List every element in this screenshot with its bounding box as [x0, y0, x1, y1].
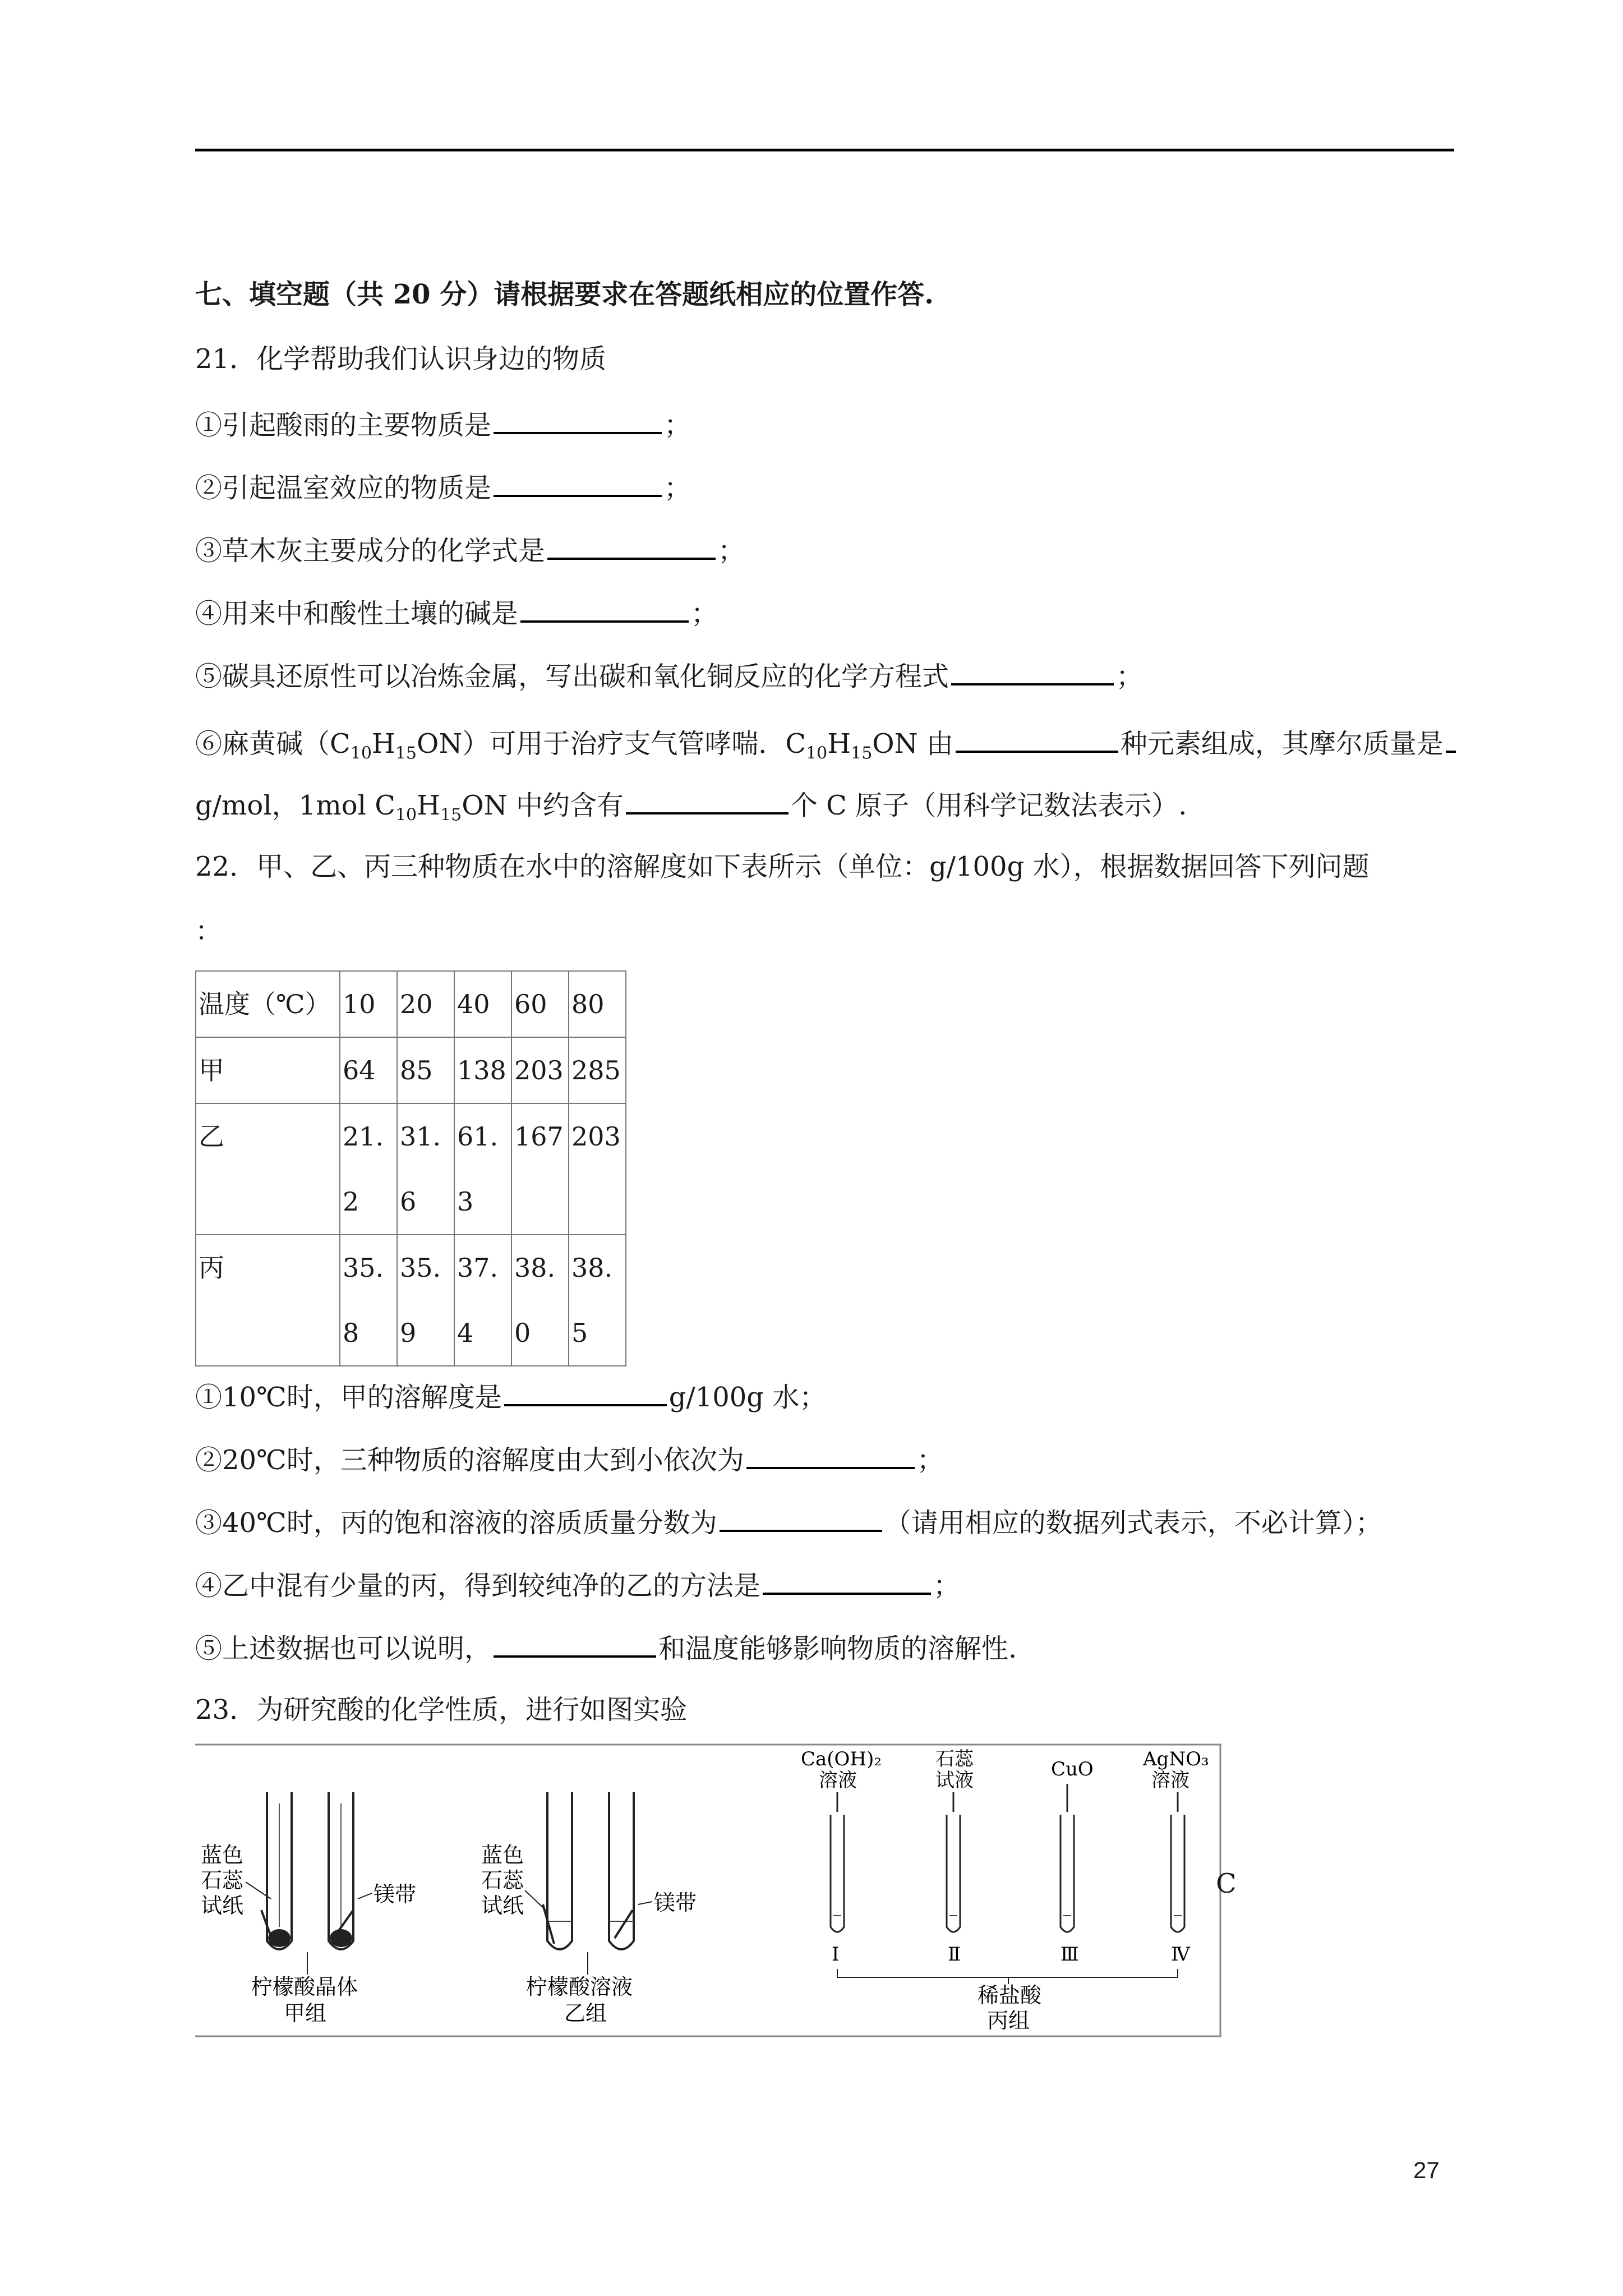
answer-blank[interactable]: [1446, 724, 1456, 753]
tube-numeral: Ⅲ: [1061, 1943, 1079, 1966]
jia-subtitle: 柠檬酸晶体: [251, 1975, 358, 1999]
yi-subtitle: 柠檬酸溶液: [526, 1975, 633, 1999]
bing-subtitle: 稀盐酸: [978, 1983, 1042, 2008]
reagent-label: AgNO₃: [1143, 1748, 1209, 1770]
answer-blank[interactable]: [494, 468, 662, 497]
answer-blank[interactable]: [494, 1628, 656, 1658]
reagent-label: 溶液: [819, 1769, 857, 1792]
trailing-letter: C: [1216, 1868, 1237, 1899]
litmus-label: 蓝色: [481, 1843, 524, 1867]
answer-blank[interactable]: [494, 405, 662, 434]
q22-title: 22．甲、乙、丙三种物质在水中的溶解度如下表所示（单位：g/100g 水），根据数据回答下列问题: [195, 851, 1370, 882]
q22-item-3: ③40℃时，丙的饱和溶液的溶质质量分数为 （请用相应的数据列式表示，不必计算）；: [195, 1503, 1382, 1540]
header-rule: [195, 149, 1454, 151]
tube-numeral: Ⅱ: [948, 1943, 961, 1966]
reagent-label: CuO: [1051, 1758, 1094, 1780]
page-number: 27: [1413, 2157, 1440, 2183]
tube-numeral: Ⅰ: [832, 1943, 840, 1966]
answer-blank[interactable]: [547, 531, 716, 560]
table-row: 丙 35.8 35.9 37.4 38.0 38.5: [196, 1235, 626, 1366]
mg-label: 镁带: [654, 1890, 697, 1915]
q22-item-4: ④乙中混有少量的丙，得到较纯净的乙的方法是 ；: [195, 1566, 960, 1603]
table-header-row: 温度（℃） 10 20 40 60 80: [196, 971, 626, 1037]
test-tube: [947, 1815, 960, 1932]
q21-title: 21．化学帮助我们认识身边的物质: [195, 343, 607, 375]
answer-blank[interactable]: [746, 1440, 915, 1469]
tube-numeral: Ⅳ: [1171, 1943, 1190, 1966]
q22-item-1: ①10℃时，甲的溶解度是 g/100g 水；: [195, 1377, 826, 1414]
answer-blank[interactable]: [951, 656, 1114, 685]
crystal-icon: [330, 1929, 352, 1947]
answer-blank[interactable]: [763, 1566, 931, 1595]
litmus-label: 蓝色: [201, 1843, 244, 1867]
bracket: [837, 1969, 1178, 1977]
group-yi: [481, 1792, 697, 2026]
q21-item-6: ⑥麻黄碱$(C_{10}H_{15}ON)$可用于治疗支气管哮喘．$C_{10}H_{15}ON$ 由 种元素组成，其摩尔质量是: [195, 724, 1458, 771]
group-jia: [201, 1792, 416, 2026]
answer-blank[interactable]: [520, 593, 689, 623]
q22-item-5: ⑤上述数据也可以说明， 和温度能够影响物质的溶解性.: [195, 1628, 1017, 1665]
jia-group-label: 甲组: [284, 2001, 327, 2026]
reagent-label: 溶液: [1151, 1769, 1189, 1792]
table-row: 甲 64 85 138 203 285: [196, 1037, 626, 1103]
test-tube: [831, 1815, 844, 1932]
q21-item-3: ③草木灰主要成分的化学式是 ；: [195, 531, 745, 568]
test-tube: [547, 1792, 572, 1949]
yi-group-label: 乙组: [564, 2001, 607, 2026]
reagent-label: 试液: [935, 1769, 974, 1792]
answer-blank[interactable]: [720, 1503, 882, 1532]
q23-title: 23．为研究酸的化学性质，进行如图实验: [195, 1694, 688, 1726]
answer-blank[interactable]: [956, 724, 1118, 753]
solubility-table: [195, 970, 626, 1366]
group-bing: [801, 1748, 1209, 2033]
table-row: 乙 21.2 31.6 61.3 167 203: [196, 1103, 626, 1235]
q21-item-5: ⑤碳具还原性可以冶炼金属，写出碳和氧化铜反应的化学方程式 ；: [195, 656, 1143, 693]
q21-item-6-cont: g/mol，1mol $C_{10}H_{15}ON$ 中约含有 个 C 原子（用科学记数法表示）.: [195, 785, 1187, 832]
answer-blank[interactable]: [626, 785, 789, 815]
q21-item-2: ②引起温室效应的物质是 ；: [195, 468, 691, 505]
test-tube: [1061, 1815, 1074, 1932]
litmus-label: 试纸: [481, 1893, 524, 1918]
q22-colon: ：: [195, 915, 223, 947]
answer-blank[interactable]: [504, 1377, 667, 1406]
litmus-label: 石蕊: [481, 1868, 524, 1893]
test-tube: [1171, 1815, 1184, 1932]
bing-group-label: 丙组: [987, 2008, 1030, 2033]
reagent-label: 石蕊: [935, 1748, 974, 1770]
q21-item-4: ④用来中和酸性土壤的碱是 ；: [195, 593, 718, 631]
mg-label: 镁带: [374, 1882, 417, 1907]
reagent-label: Ca(OH)₂: [801, 1748, 882, 1770]
acid-experiment-figure: [195, 1742, 1221, 2039]
q22-item-2: ②20℃时，三种物质的溶解度由大到小依次为 ；: [195, 1440, 944, 1477]
section-header: 七、填空题（共 20 分）请根据要求在答题纸相应的位置作答.: [195, 279, 934, 310]
q21-item-1: ①引起酸雨的主要物质是 ；: [195, 405, 691, 442]
litmus-label: 石蕊: [201, 1868, 244, 1893]
litmus-label: 试纸: [201, 1893, 244, 1918]
